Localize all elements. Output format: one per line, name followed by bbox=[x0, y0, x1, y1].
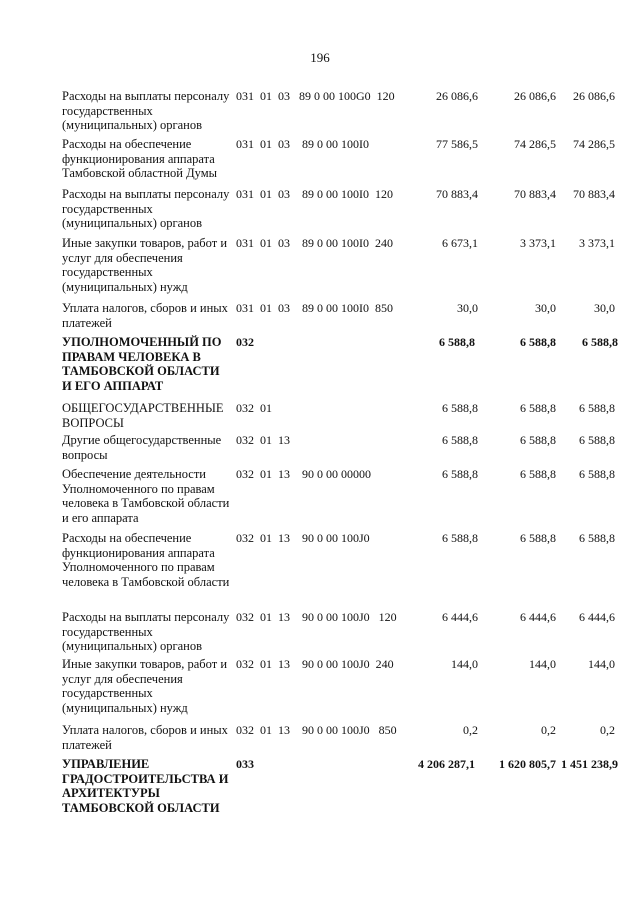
row-value-3: 6 588,8 bbox=[579, 401, 615, 415]
page-number: 196 bbox=[310, 50, 330, 65]
row-value-2: 6 588,8 bbox=[520, 531, 556, 545]
row-value-3: 6 588,8 bbox=[579, 467, 615, 481]
row-value-1: 6 588,8 bbox=[442, 433, 478, 447]
row-value-1: 144,0 bbox=[451, 657, 478, 671]
row-value-1: 70 883,4 bbox=[436, 187, 478, 201]
row-code: 032 01 13 90 0 00 100J0 120 bbox=[236, 610, 397, 624]
row-value-2: 6 588,8 bbox=[520, 467, 556, 481]
row-value-2: 6 444,6 bbox=[520, 610, 556, 624]
row-value-3: 6 588,8 bbox=[579, 433, 615, 447]
row-name: Расходы на обеспечение функционирования аппарата Тамбовской областной Думы bbox=[62, 137, 218, 180]
row-value-1: 6 588,8 bbox=[442, 401, 478, 415]
row-name: Иные закупки товаров, работ и услуг для обеспечения государственных (муниципальных) нужд bbox=[62, 657, 228, 715]
row-code: 031 01 03 89 0 00 100I0 850 bbox=[236, 301, 393, 315]
row-code: 033 bbox=[236, 757, 254, 771]
row-value-3: 6 444,6 bbox=[579, 610, 615, 624]
row-value-3: 6 588,8 bbox=[582, 335, 618, 349]
row-value-2: 70 883,4 bbox=[514, 187, 556, 201]
row-value-1: 6 444,6 bbox=[442, 610, 478, 624]
row-value-2: 3 373,1 bbox=[520, 236, 556, 250]
row-code: 032 01 13 90 0 00 00000 bbox=[236, 467, 371, 481]
row-code: 032 01 13 bbox=[236, 433, 290, 447]
row-value-1: 30,0 bbox=[457, 301, 478, 315]
row-value-2: 1 620 805,7 bbox=[499, 757, 556, 771]
row-value-3: 3 373,1 bbox=[579, 236, 615, 250]
row-code: 031 01 03 89 0 00 100I0 240 bbox=[236, 236, 393, 250]
row-value-3: 144,0 bbox=[588, 657, 615, 671]
row-value-2: 6 588,8 bbox=[520, 335, 556, 349]
row-value-3: 30,0 bbox=[594, 301, 615, 315]
row-value-3: 70 883,4 bbox=[573, 187, 615, 201]
row-name: Расходы на выплаты персоналу государственных (муниципальных) органов bbox=[62, 610, 230, 653]
row-value-1: 0,2 bbox=[463, 723, 478, 737]
row-name: Обеспечение деятельности Уполномоченного по правам человека в Тамбовской области и его аппарата bbox=[62, 467, 230, 525]
row-name: Расходы на выплаты персоналу государственных (муниципальных) органов bbox=[62, 89, 230, 132]
row-name: Уплата налогов, сборов и иных платежей bbox=[62, 723, 228, 752]
row-value-2: 26 086,6 bbox=[514, 89, 556, 103]
row-name: УПОЛНОМОЧЕННЫЙ ПО ПРАВАМ ЧЕЛОВЕКА В ТАМБОВСКОЙ ОБЛАСТИ И ЕГО АППАРАТ bbox=[62, 335, 222, 393]
row-value-1: 6 673,1 bbox=[442, 236, 478, 250]
row-code: 032 01 13 90 0 00 100J0 850 bbox=[236, 723, 397, 737]
row-code: 032 01 bbox=[236, 401, 272, 415]
row-name: Иные закупки товаров, работ и услуг для обеспечения государственных (муниципальных) нужд bbox=[62, 236, 228, 294]
row-name: Расходы на обеспечение функционирования аппарата Уполномоченного по правам человека в Тамбовской области bbox=[62, 531, 230, 589]
row-value-3: 0,2 bbox=[600, 723, 615, 737]
row-value-1: 26 086,6 bbox=[436, 89, 478, 103]
row-value-3: 1 451 238,9 bbox=[561, 757, 618, 771]
row-value-2: 6 588,8 bbox=[520, 401, 556, 415]
row-code: 031 01 03 89 0 00 100I0 120 bbox=[236, 187, 393, 201]
row-value-1: 6 588,8 bbox=[439, 335, 475, 349]
row-value-2: 30,0 bbox=[535, 301, 556, 315]
row-value-3: 74 286,5 bbox=[573, 137, 615, 151]
row-code: 032 bbox=[236, 335, 254, 349]
row-name: ОБЩЕГОСУДАРСТВЕННЫЕ ВОПРОСЫ bbox=[62, 401, 224, 430]
row-code: 032 01 13 90 0 00 100J0 bbox=[236, 531, 370, 545]
row-value-1: 4 206 287,1 bbox=[418, 757, 475, 771]
row-value-2: 6 588,8 bbox=[520, 433, 556, 447]
row-name: Расходы на выплаты персоналу государственных (муниципальных) органов bbox=[62, 187, 230, 230]
row-value-1: 6 588,8 bbox=[442, 531, 478, 545]
row-value-2: 144,0 bbox=[529, 657, 556, 671]
row-code: 031 01 03 89 0 00 100G0 120 bbox=[236, 89, 395, 103]
row-code: 031 01 03 89 0 00 100I0 bbox=[236, 137, 369, 151]
row-value-2: 0,2 bbox=[541, 723, 556, 737]
row-name: Другие общегосударственные вопросы bbox=[62, 433, 222, 462]
row-value-3: 26 086,6 bbox=[573, 89, 615, 103]
row-value-1: 77 586,5 bbox=[436, 137, 478, 151]
row-value-3: 6 588,8 bbox=[579, 531, 615, 545]
row-value-1: 6 588,8 bbox=[442, 467, 478, 481]
row-name: Уплата налогов, сборов и иных платежей bbox=[62, 301, 228, 330]
row-code: 032 01 13 90 0 00 100J0 240 bbox=[236, 657, 394, 671]
row-value-2: 74 286,5 bbox=[514, 137, 556, 151]
row-name: УПРАВЛЕНИЕ ГРАДОСТРОИТЕЛЬСТВА И АРХИТЕКТУРЫ ТАМБОВСКОЙ ОБЛАСТИ bbox=[62, 757, 229, 815]
